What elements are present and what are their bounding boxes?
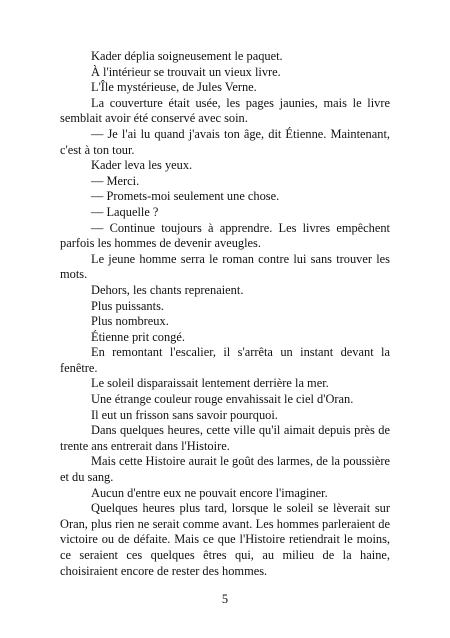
paragraph: En remontant l'escalier, il s'arrêta un instant devant la fenêtre. (60, 345, 390, 375)
page-number: 5 (221, 592, 229, 606)
paragraph: Le jeune homme serra le roman contre lui sans trouver les mots. (60, 251, 390, 282)
paragraph: Dehors, les chants reprenaient. (91, 282, 244, 297)
paragraph: Dans quelques heures, cette ville qu'il aimait depuis près de trente ans entrerait dans l'Histoire. (60, 423, 390, 453)
paragraph: Quelques heures plus tard, lorsque le soleil se lèverait sur Oran, plus rien ne serait comme avant. Les hommes parleraient de victoire ou de défaite. Mais ce que l'Histoire retiendrait le moins, ce seraient ces quelques êtres qui, au milieu de la haine, choisiraient encore de rester des hommes. (60, 501, 390, 578)
paragraph: Aucun d'entre eux ne pouvait encore l'imaginer. (91, 485, 328, 500)
paragraph: Plus puissants. (91, 298, 164, 313)
body-text (60, 49, 390, 579)
paragraph: — Je l'ai lu quand j'avais ton âge, dit Étienne. Maintenant, c'est à ton tour. (60, 126, 390, 157)
paragraph: Kader déplia soigneusement le paquet. (91, 49, 283, 63)
paragraph: — Merci. (91, 173, 140, 188)
paragraph: Le soleil disparaissait lentement derrière la mer. (91, 376, 329, 391)
paragraph: Kader leva les yeux. (91, 158, 193, 173)
paragraph: La couverture était usée, les pages jaunies, mais le livre semblait avoir été conservé avec soin. (60, 95, 390, 126)
paragraph: L'Île mystérieuse, de Jules Verne. (91, 80, 257, 95)
paragraph: — Laquelle ? (91, 204, 159, 219)
paragraph: — Continue toujours à apprendre. Les livres empêchent parfois les hommes de devenir aveugles. (60, 220, 390, 251)
paragraph: — Promets-moi seulement une chose. (91, 189, 280, 204)
paragraph: Plus nombreux. (91, 314, 169, 329)
paragraph: Mais cette Histoire aurait le goût des larmes, de la poussière et du sang. (60, 454, 390, 485)
paragraph: Une étrange couleur rouge envahissait le ciel d'Oran. (91, 392, 354, 407)
paragraph: Il eut un frisson sans savoir pourquoi. (91, 407, 278, 422)
paragraph: Étienne prit congé. (91, 329, 185, 344)
paragraph: À l'intérieur se trouvait un vieux livre. (91, 64, 281, 79)
